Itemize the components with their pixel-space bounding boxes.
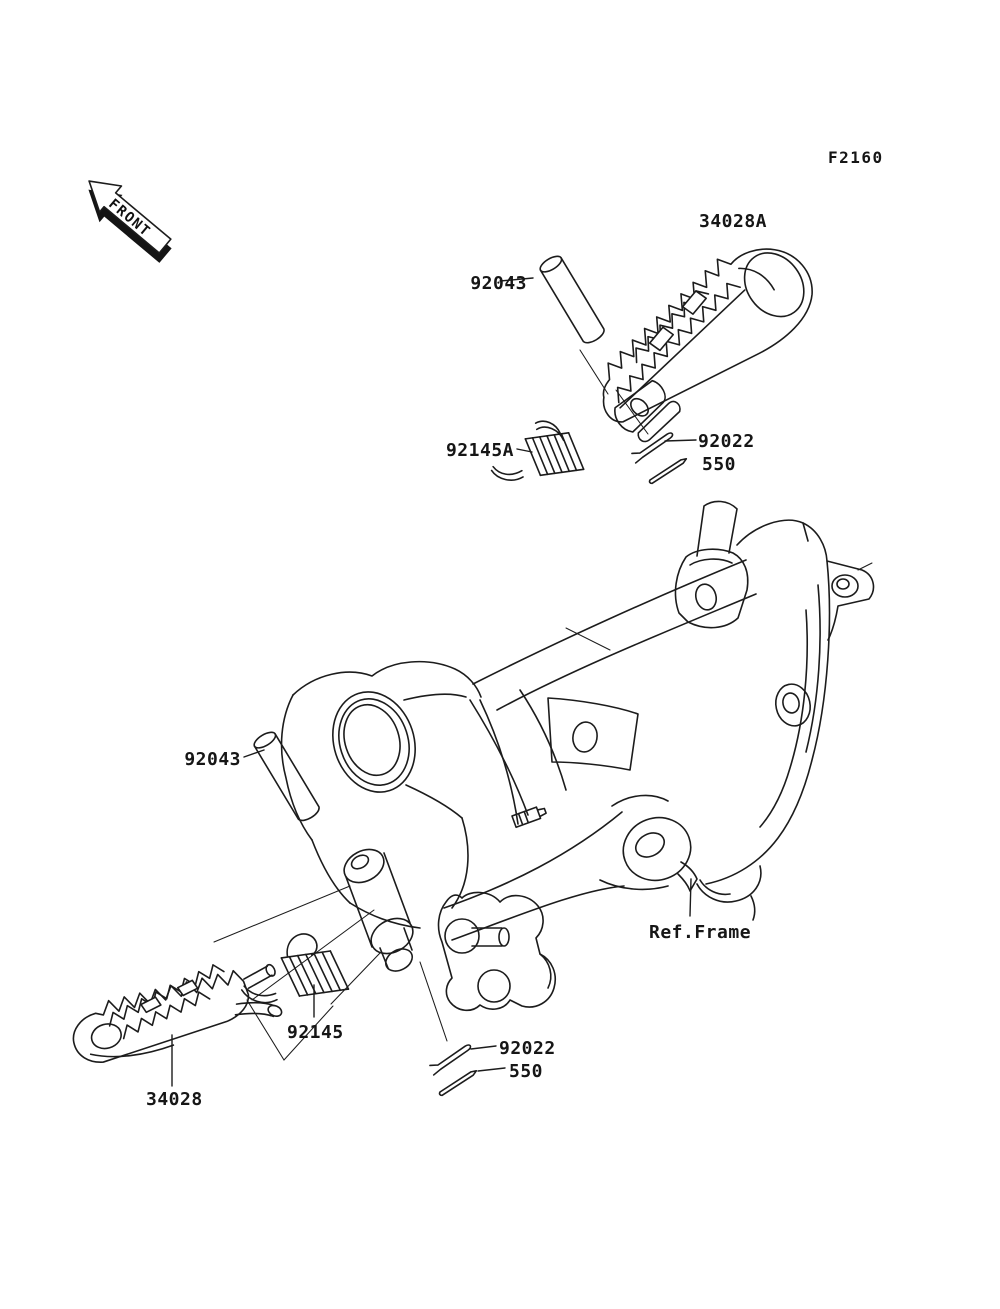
pin-top-drawing — [538, 253, 607, 346]
label-spring-bottom: 92145 — [287, 1022, 344, 1043]
footrest-top-drawing — [572, 221, 833, 451]
leader-ref-frame — [690, 879, 691, 916]
figure-code: F2160 — [828, 148, 884, 167]
front-arrow — [74, 168, 182, 268]
label-cotter-pin-bottom: 92022 — [499, 1038, 556, 1059]
label-pin-top: 92043 — [470, 273, 527, 294]
front-arrow-text: FRONT — [105, 196, 154, 241]
pin-left-drawing — [252, 729, 322, 823]
clevis-pin-bottom-drawing — [439, 1069, 478, 1096]
label-footrest-bottom: 34028 — [146, 1089, 203, 1110]
leader-clevis-pin-bottom — [478, 1068, 505, 1071]
leader-cotter-pin-top — [665, 440, 696, 441]
cotter-pin-top-drawing — [630, 429, 674, 463]
alignment-lines — [214, 350, 648, 1060]
label-spring-top: 92145A — [445, 440, 514, 461]
cotter-pin-bottom-drawing — [428, 1041, 472, 1075]
label-footrest-top: 34028A — [699, 211, 768, 232]
label-pin-left: 92043 — [184, 749, 241, 770]
leader-cotter-pin-bottom — [471, 1046, 496, 1049]
footrest-bottom-drawing — [64, 949, 289, 1075]
label-clevis-pin-top: 550 — [702, 454, 737, 475]
clevis-pin-top-drawing — [649, 457, 688, 484]
label-cotter-pin-top: 92022 — [698, 431, 755, 452]
label-clevis-pin-bottom: 550 — [509, 1061, 544, 1082]
frame-drawing — [282, 501, 874, 1010]
label-ref-frame: Ref.Frame — [649, 922, 752, 943]
